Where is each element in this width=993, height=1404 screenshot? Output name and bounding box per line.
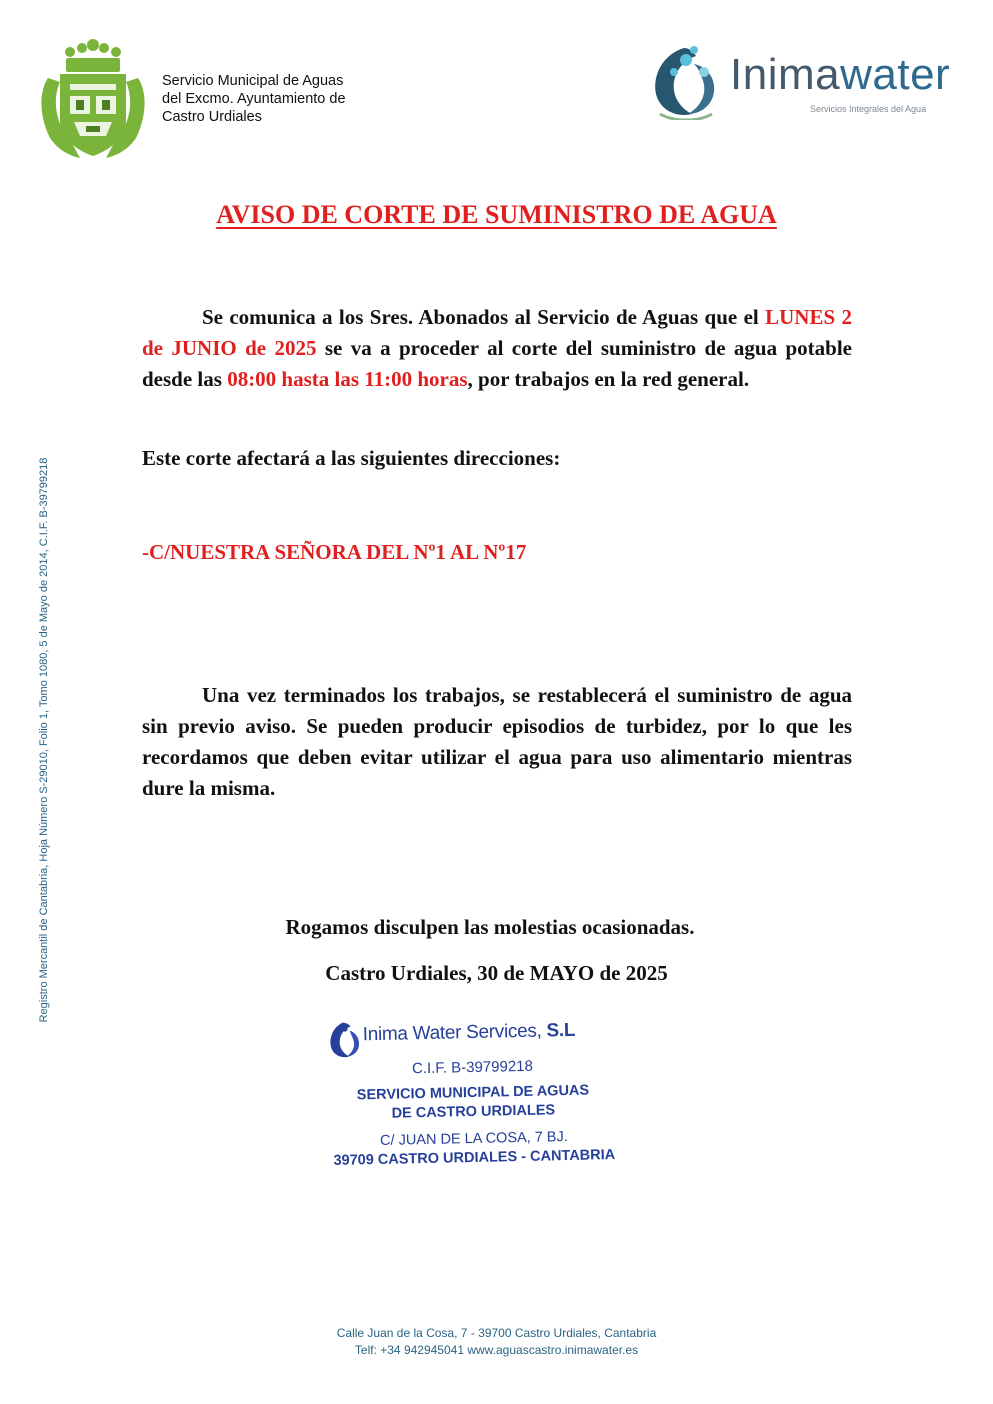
outage-time: 08:00 hasta las 11:00 horas: [227, 367, 468, 391]
registry-info: Registro Mercantil de Cantabria, Hoja Número S-29010, Folio 1, Tomo 1080, 5 de Mayo de 2014, C.I.F. B-39799218: [38, 457, 50, 1023]
affected-addresses-heading: Este corte afectará a las siguientes direcciones:: [142, 446, 561, 470]
municipal-crest-logo: [38, 38, 148, 162]
inimawater-wordmark: Inimawater: [730, 50, 951, 99]
municipal-line-1: Servicio Municipal de Aguas: [162, 73, 344, 89]
notice-title: AVISO DE CORTE DE SUMINISTRO DE AGUA: [216, 200, 777, 229]
notice-paragraph-intro: Se comunica a los Sres. Abonados al Servicio de Aguas que el LUNES 2 de JUNIO de 2025 se va a proceder al corte del suministro de agua potable desde las 08:00 hasta las 11:00 horas, por trabajos en la red general.: [142, 305, 852, 391]
water-drop-icon: [650, 42, 720, 120]
stamp-address: C/ JUAN DE LA COSA, 7 BJ.: [379, 1129, 568, 1149]
stamp-water-drop-icon: [328, 1020, 361, 1059]
stamp-service: SERVICIO MUNICIPAL DE AGUAS: [356, 1082, 590, 1104]
footer-address: Calle Juan de la Cosa, 7 - 39700 Castro Urdiales, Cantabria: [336, 1326, 657, 1340]
affected-address: -C/NUESTRA SEÑORA DEL Nº1 AL Nº17: [142, 540, 527, 564]
footer-contact: Telf: +34 942945041 www.aguascastro.inimawater.es: [354, 1343, 639, 1357]
company-stamp: [326, 1011, 619, 1177]
stamp-city: 39709 CASTRO URDIALES - CANTABRIA: [333, 1147, 616, 1169]
place-and-date: Castro Urdiales, 30 de MAYO de 2025: [325, 961, 668, 985]
municipal-line-3: Castro Urdiales: [162, 109, 262, 125]
outage-date: LUNES 2 de JUNIO de 2025: [142, 305, 852, 360]
municipal-service-name: [162, 72, 422, 126]
closing-apology: Rogamos disculpen las molestias ocasionadas.: [285, 915, 695, 939]
inimawater-logo: [650, 42, 950, 122]
municipal-line-2: del Excmo. Ayuntamiento de: [162, 91, 346, 107]
stamp-location: DE CASTRO URDIALES: [391, 1102, 556, 1122]
stamp-cif: C.I.F. B-39799218: [411, 1057, 534, 1078]
notice-paragraph-restoration: Una vez terminados los trabajos, se restablecerá el suministro de agua sin previo aviso. Se pueden producir episodios de turbidez, por lo que les recordamos que deben evitar utilizar el agua para uso alimentario mientras dure la misma.: [142, 683, 852, 800]
inimawater-tagline: Servicios Integrales del Agua: [810, 104, 927, 114]
stamp-company-name: Inima Water Services, S.L: [362, 1019, 576, 1046]
